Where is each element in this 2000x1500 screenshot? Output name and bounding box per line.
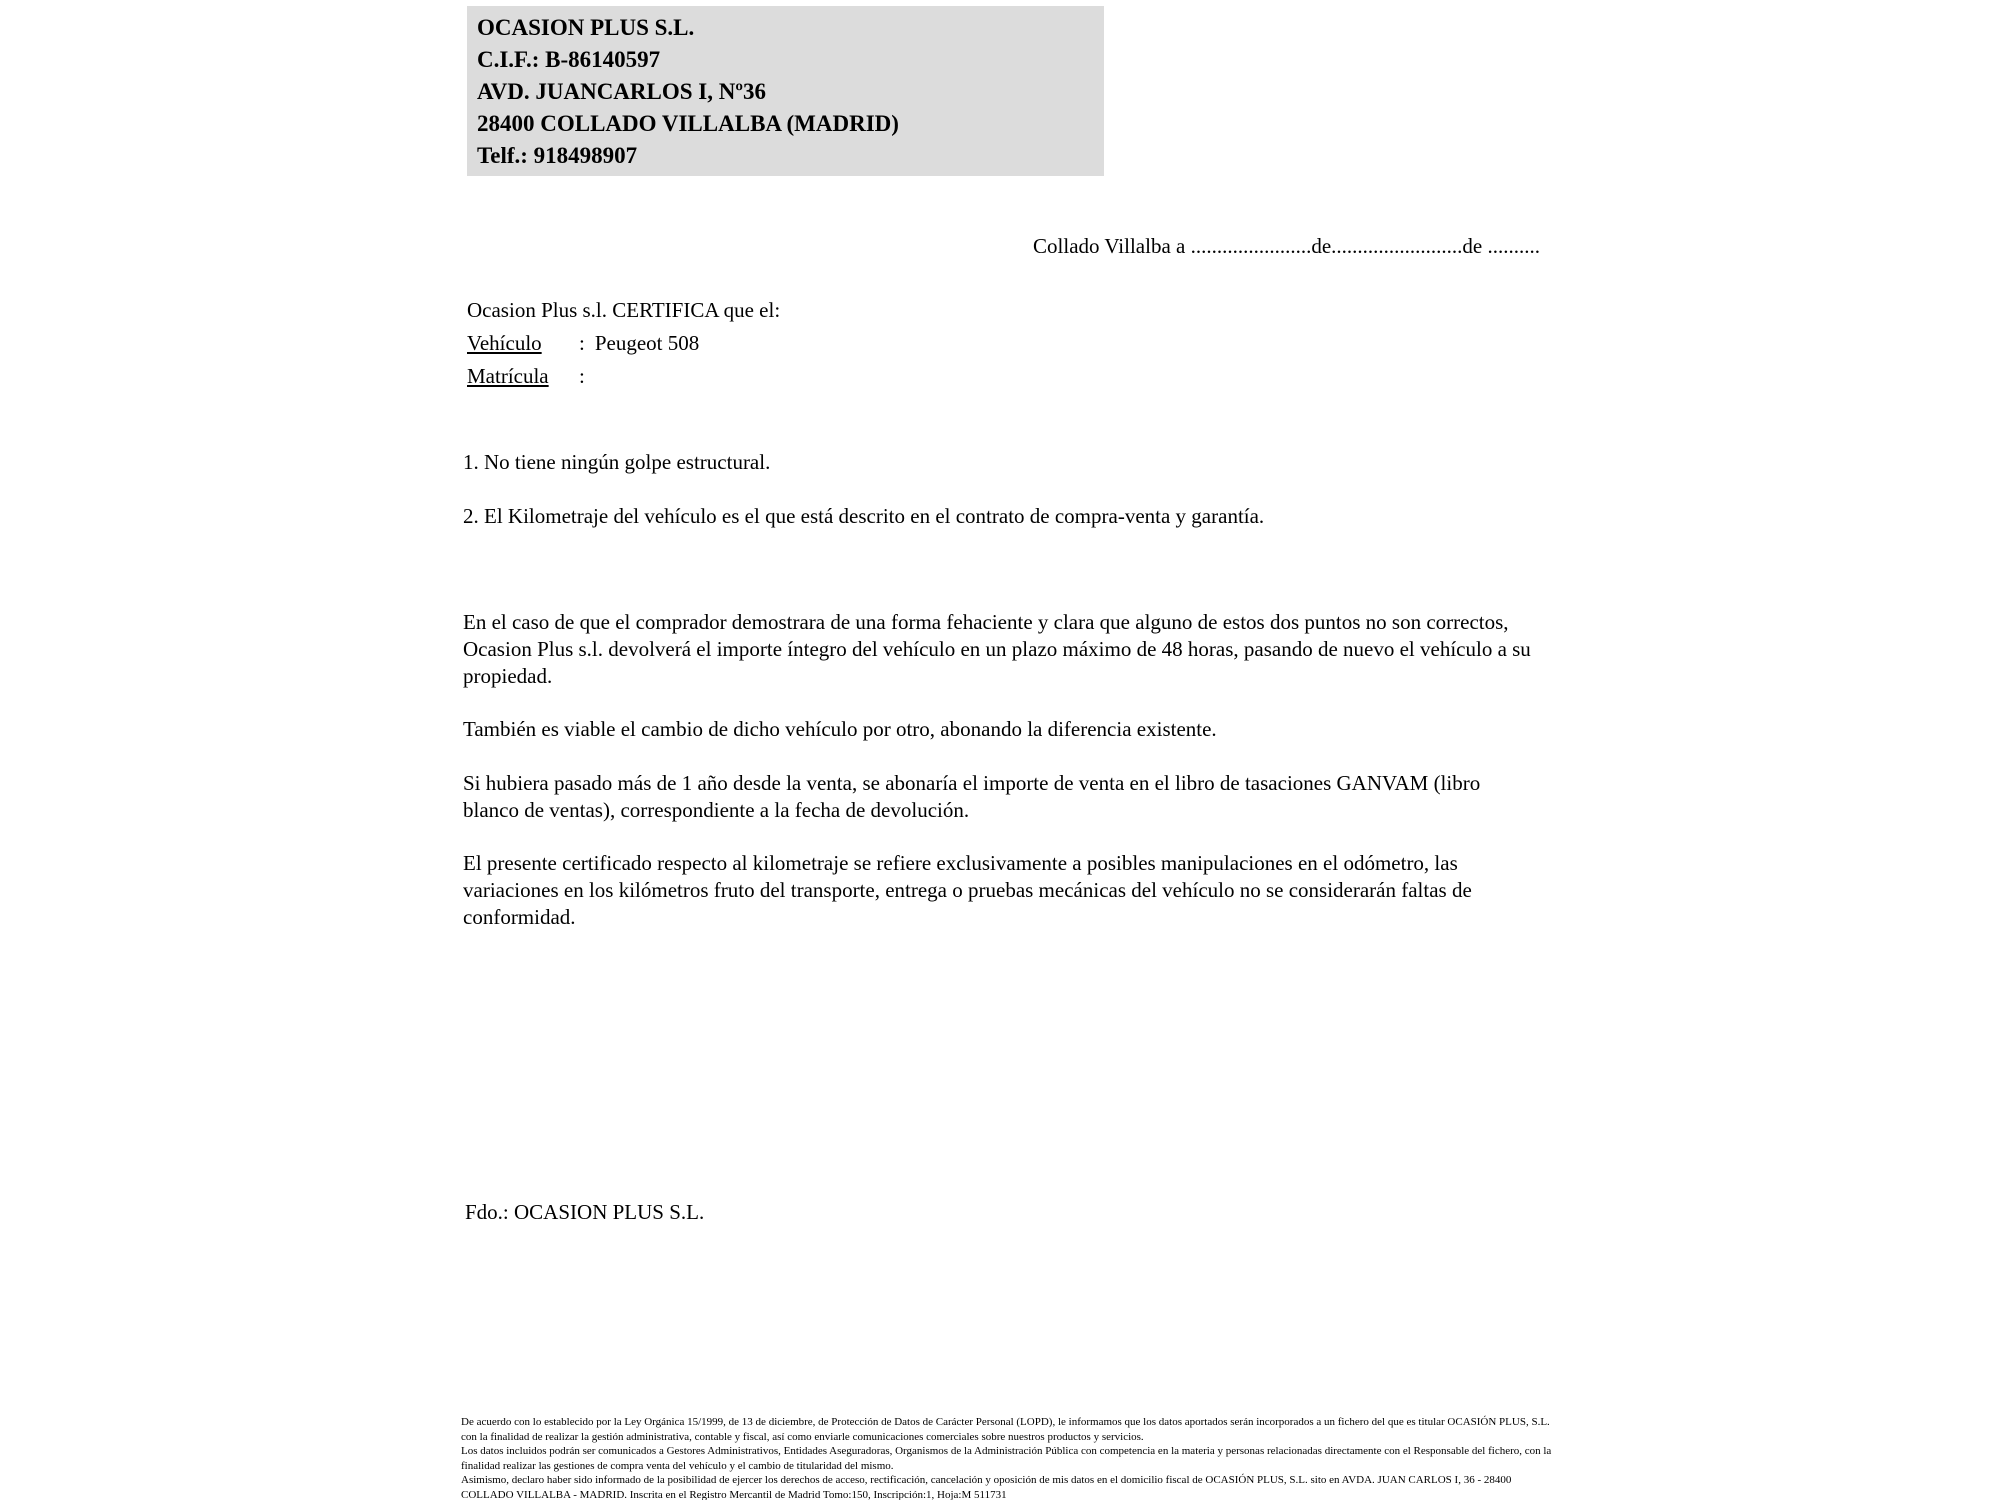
company-city: 28400 COLLADO VILLALBA (MADRID) [477,111,899,136]
company-address: AVD. JUANCARLOS I, Nº36 [477,79,766,104]
paragraph-exchange-option: También es viable el cambio de dicho vehículo por otro, abonando la diferencia existente. [463,717,1217,741]
paragraph-odometer-disclaimer: El presente certificado respecto al kilometraje se refiere exclusivamente a posibles manipulaciones en el odómetro, las variaciones en los kilómetros fruto del transporte, entrega o pruebas mecánicas del vehículo no se considerarán faltas de conformidad. [463,851,1472,929]
company-header [467,6,1104,176]
company-phone: Telf.: 918498907 [477,143,638,168]
plate-line [467,363,595,390]
footer-rights-paragraph: Asimismo, declaro haber sido informado de la posibilidad de ejercer los derechos de acceso, rectificación, cancelación y oposición de mis datos en el domicilio fiscal de OCASIÓN PLUS, S.L. sito en AVDA. JUAN CARLOS I, 36 - 28400 COLLADO VILLALBA - MADRID. Inscrita en el Registro Mercantil de Madrid Tomo:150, Inscripción:1, Hoja:M 511731 [461,1474,1512,1500]
footer-lopd-paragraph: De acuerdo con lo establecido por la Ley Orgánica 15/1999, de 13 de diciembre, de Protección de Datos de Carácter Personal (LOPD), le informamos que los datos aportados serán incorporados a un fichero del que es titular OCASIÓN PLUS, S.L. con la finalidad de realizar la gestión administrativa, contable y fiscal, así como enviarle comunicaciones comerciales sobre nuestros productos y servicios. [461,1416,1550,1443]
paragraph-refund-terms: En el caso de que el comprador demostrara de una forma fehaciente y clara que alguno de estos dos puntos no son correctos, Ocasion Plus s.l. devolverá el importe íntegro del vehículo en un plazo máximo de 48 horas, pasando de nuevo el vehículo a su propiedad. [463,610,1531,688]
legal-footer [461,1415,1553,1500]
signature-line: Fdo.: OCASION PLUS S.L. [465,1200,705,1224]
plate-label: Matrícula [467,364,549,388]
vehicle-value: Peugeot 508 [594,331,700,355]
company-name: OCASION PLUS S.L. [477,15,695,40]
date-line: Collado Villalba a .......................de.........................de .......... [1033,234,1540,258]
certificate-point-1: 1. No tiene ningún golpe estructural. [463,450,771,474]
vehicle-line [467,330,699,357]
vehicle-label: Vehículo [467,331,542,355]
company-cif: C.I.F.: B-86140597 [477,47,661,72]
certificate-point-2: 2. El Kilometraje del vehículo es el que está descrito en el contrato de compra-venta y garantía. [463,504,1265,528]
vehicle-colon: : [579,331,585,355]
footer-data-sharing-paragraph: Los datos incluidos podrán ser comunicados a Gestores Administrativos, Entidades Aseguradoras, Organismos de la Administración Pública con competencia en la materia y personas relacionadas directamente con el Responsable del fichero, con la finalidad realizar las gestiones de compra venta del vehículo y el cambio de titularidad del mismo. [461,1445,1552,1472]
certifies-line: Ocasion Plus s.l. CERTIFICA que el: [467,298,781,322]
paragraph-ganvam-valuation: Si hubiera pasado más de 1 año desde la venta, se abonaría el importe de venta en el libro de tasaciones GANVAM (libro blanco de ventas), correspondiente a la fecha de devolución. [463,771,1481,822]
plate-colon: : [579,364,585,388]
